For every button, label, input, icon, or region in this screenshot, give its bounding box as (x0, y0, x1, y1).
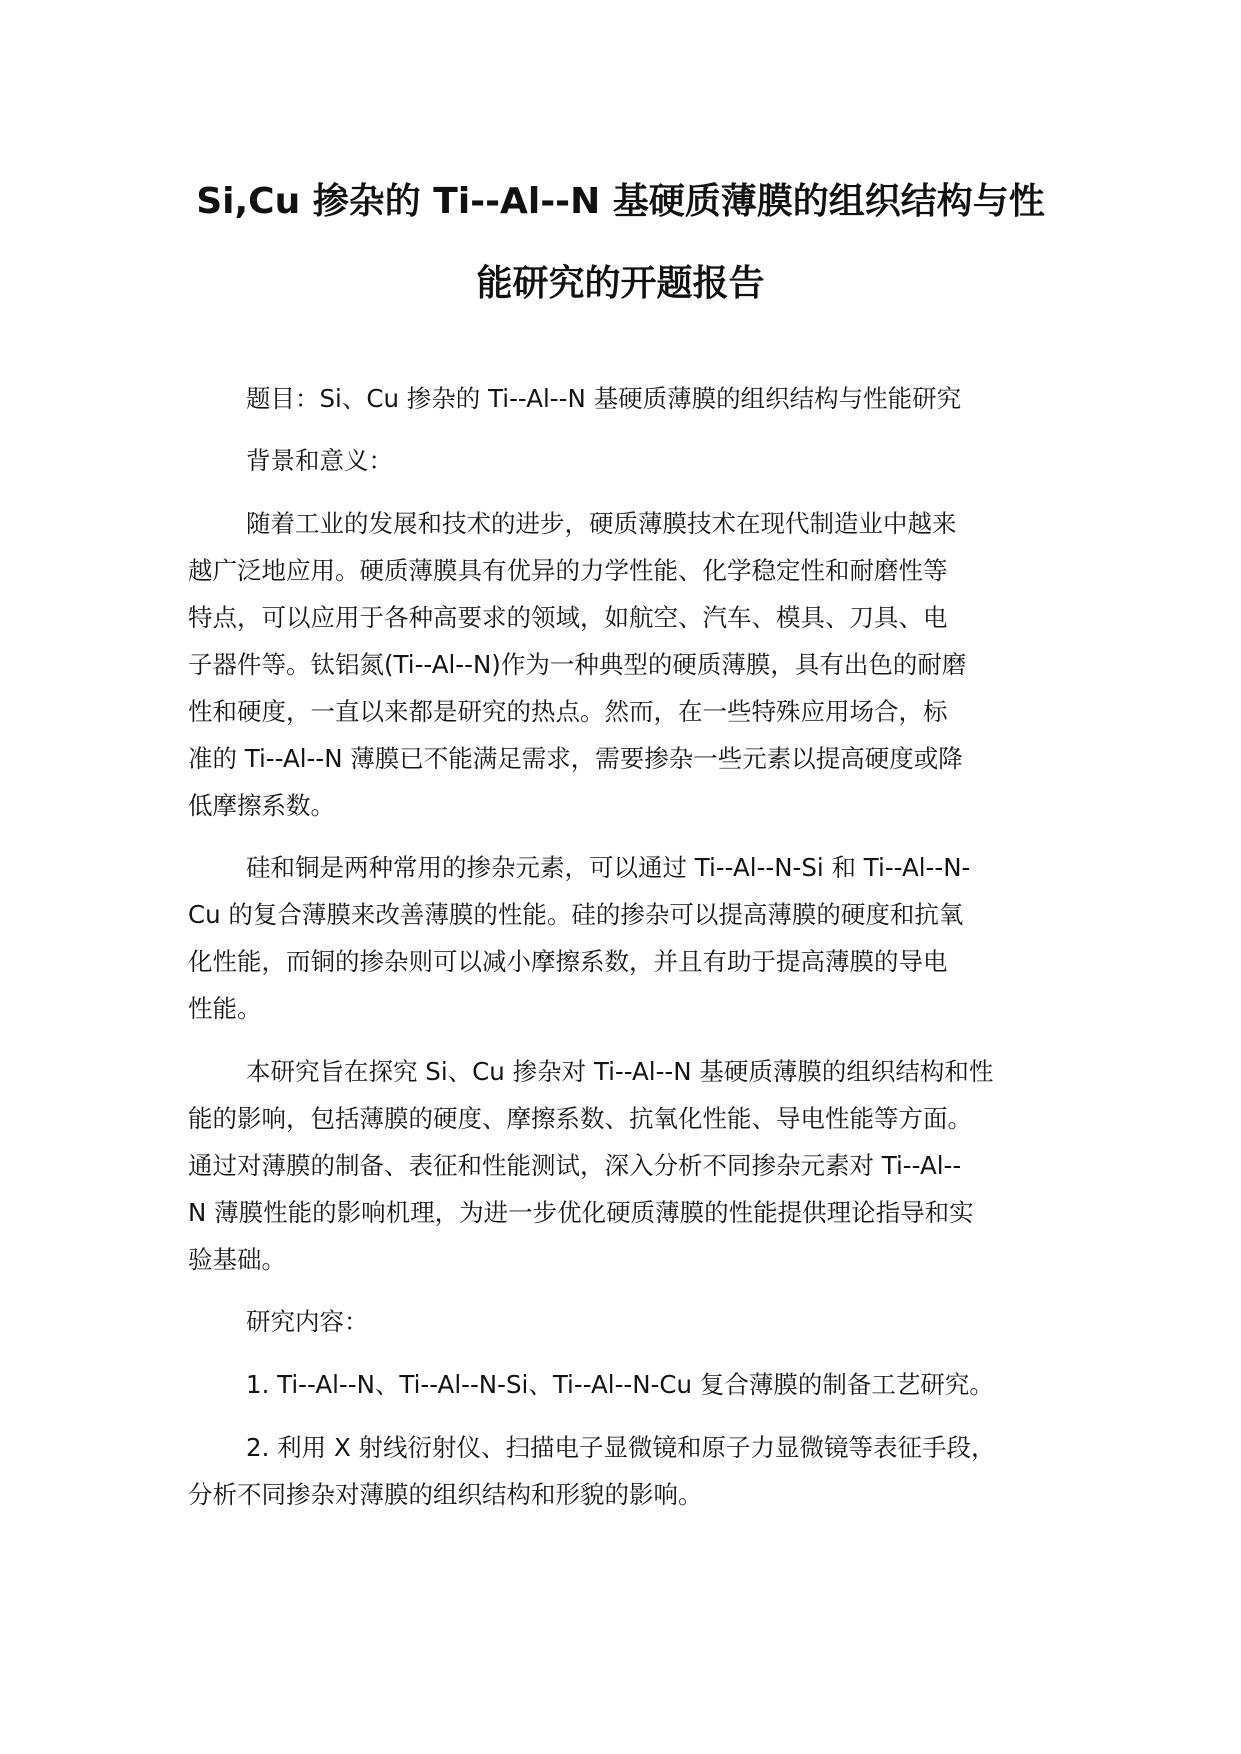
paragraph-2-line: 化性能，而铜的掺杂则可以减小摩擦系数，并且有助于提高薄膜的导电 (188, 947, 948, 976)
research-item-1: 1. Ti--Al--N、Ti--Al--N-Si、Ti--Al--N-Cu 复合薄膜的制备工艺研究。 (246, 1370, 994, 1399)
paragraph-1-line: 低摩擦系数。 (188, 791, 335, 820)
research-item-2-line: 2. 利用 X 射线衍射仪、扫描电子显微镜和原子力显微镜等表征手段， (246, 1433, 996, 1462)
paragraph-3-line: 本研究旨在探究 Si、Cu 掺杂对 Ti--Al--N 基硬质薄膜的组织结构和性 (246, 1057, 994, 1086)
document-title-line-2: 能研究的开题报告 (476, 263, 765, 304)
paragraph-2-line: Cu 的复合薄膜来改善薄膜的性能。硅的掺杂可以提高薄膜的硬度和抗氧 (188, 900, 964, 929)
paragraph-1-line: 特点，可以应用于各种高要求的领域，如航空、汽车、模具、刀具、电 (188, 603, 948, 632)
paragraph-3-line: N 薄膜性能的影响机理，为进一步优化硬质薄膜的性能提供理论指导和实 (188, 1198, 974, 1227)
paragraph-2-line: 性能。 (188, 994, 262, 1023)
subject-line: 题目：Si、Cu 掺杂的 Ti--Al--N 基硬质薄膜的组织结构与性能研究 (246, 384, 962, 413)
paragraph-1-line: 随着工业的发展和技术的进步，硬质薄膜技术在现代制造业中越来 (246, 509, 957, 538)
paragraph-3-line: 能的影响，包括薄膜的硬度、摩擦系数、抗氧化性能、导电性能等方面。 (188, 1104, 972, 1133)
paragraph-3-line: 验基础。 (188, 1245, 286, 1274)
paragraph-1-line: 性和硬度，一直以来都是研究的热点。然而，在一些特殊应用场合，标 (188, 697, 948, 726)
paragraph-2-line: 硅和铜是两种常用的掺杂元素，可以通过 Ti--Al--N-Si 和 Ti--Al--N- (246, 853, 971, 882)
paragraph-1-line: 子器件等。钛铝氮(Ti--Al--N)作为一种典型的硬质薄膜，具有出色的耐磨 (188, 650, 967, 679)
paragraph-1-line: 越广泛地应用。硬质薄膜具有优异的力学性能、化学稳定性和耐磨性等 (188, 556, 948, 585)
research-content-heading: 研究内容： (246, 1307, 369, 1336)
research-item-2-line: 分析不同掺杂对薄膜的组织结构和形貌的影响。 (188, 1480, 703, 1509)
paragraph-3-line: 通过对薄膜的制备、表征和性能测试，深入分析不同掺杂元素对 Ti--Al-- (188, 1151, 962, 1180)
background-heading: 背景和意义： (246, 446, 393, 475)
document-title-line-1: Si,Cu 掺杂的 Ti--Al--N 基硬质薄膜的组织结构与性 (196, 181, 1045, 222)
paragraph-1-line: 准的 Ti--Al--N 薄膜已不能满足需求，需要掺杂一些元素以提高硬度或降 (188, 744, 963, 773)
